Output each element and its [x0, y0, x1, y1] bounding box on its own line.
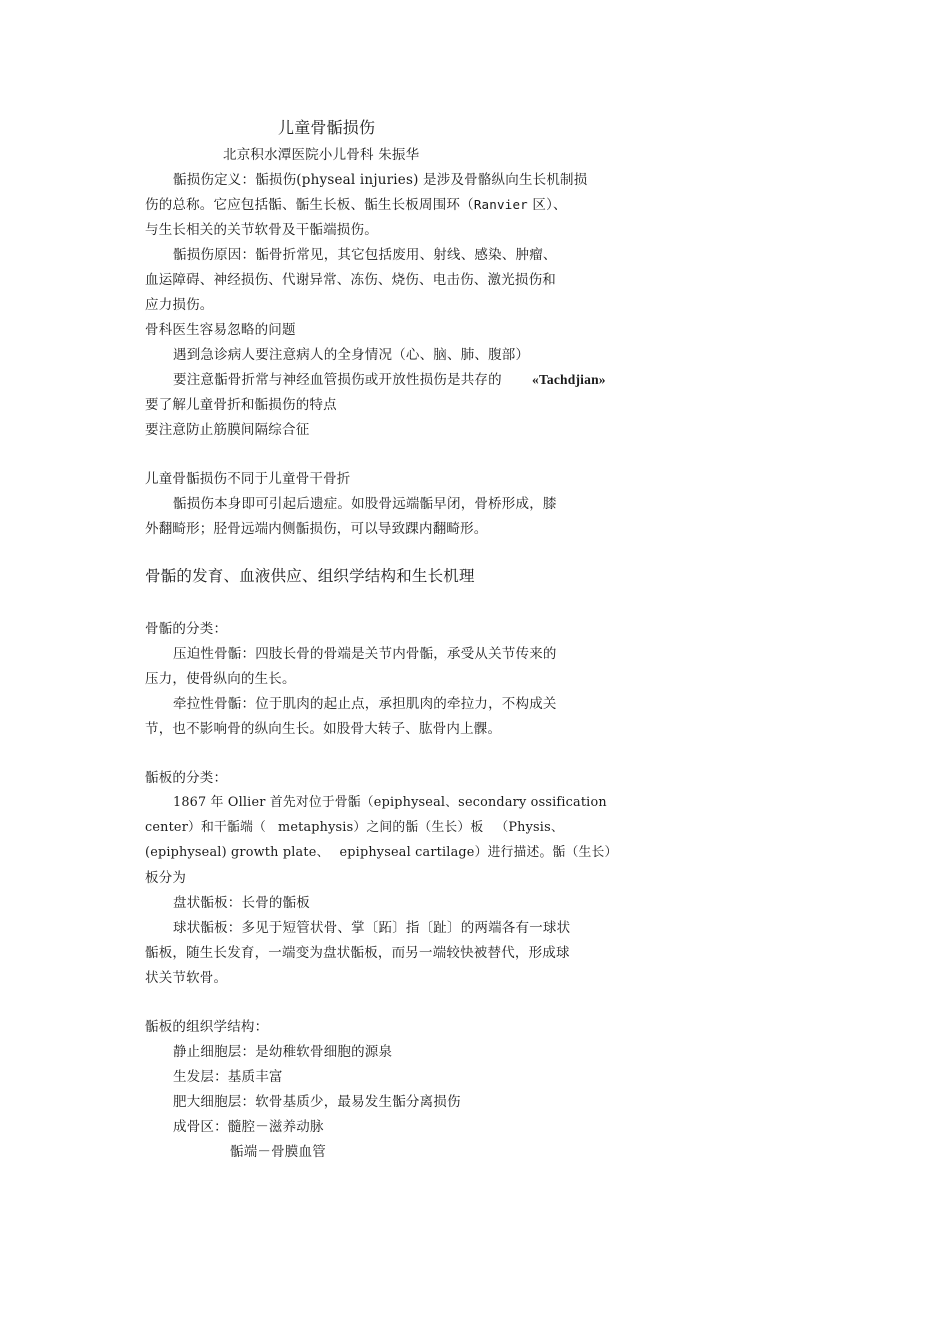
section-heading: 骨骺的发育、血液供应、组织学结构和生长机理 [145, 567, 475, 585]
plate-classification-heading: 骺板的分类： [145, 770, 228, 786]
difference-line-1: 骺损伤本身即可引起后遗症。如股骨远端骺早闭，骨桥形成，膝 [173, 496, 557, 512]
causes-line-3: 应力损伤。 [145, 297, 214, 313]
pressure-epiphysis-line-1: 压迫性骨骺：四肢长骨的骨端是关节内骨骺，承受从关节传来的 [173, 646, 557, 662]
spherical-plate-line-1: 球状骺板：多见于短管状骨、掌〔跖〕指〔趾〕的两端各有一球状 [173, 920, 571, 936]
traction-epiphysis-line-2: 节，也不影响骨的纵向生长。如股骨大转子、肱骨内上髁。 [145, 721, 502, 737]
histology-heading: 骺板的组织学结构： [145, 1019, 269, 1035]
ossification-zone-line-1: 成骨区：髓腔－滋养动脉 [173, 1119, 324, 1135]
ranvier-term: Ranvier [473, 197, 528, 212]
pressure-epiphysis-line-2: 压力，使骨纵向的生长。 [145, 671, 296, 687]
spherical-plate-line-3: 状关节软骨。 [145, 970, 228, 986]
ollier-line-2-part-c: （Physis、 [495, 820, 564, 835]
difference-line-2: 外翻畸形；胫骨远端内侧骺损伤，可以导致踝内翻畸形。 [145, 521, 488, 537]
definition-line-2 [145, 195, 567, 215]
ossification-zone-line-2: 骺端－骨膜血管 [230, 1144, 326, 1160]
causes-line-1: 骺损伤原因：骺骨折常见，其它包括废用、射线、感染、肿瘤、 [173, 247, 557, 263]
document-title: 儿童骨骺损伤 [278, 118, 376, 137]
ollier-line-3-part-b: epiphyseal cartilage）进行描述。骺（生长） [339, 845, 618, 860]
germinal-zone: 生发层：基质丰富 [173, 1069, 283, 1085]
epiphysis-classification-heading: 骨骺的分类： [145, 621, 228, 637]
overlooked-item-1: 遇到急诊病人要注意病人的全身情况（心、脑、肺、腹部） [173, 347, 530, 363]
overlooked-item-2: 要注意骺骨折常与神经血管损伤或开放性损伤是共存的 [173, 372, 502, 388]
ollier-line-1: 1867 年 Ollier 首先对位于骨骺（epiphyseal、secondary ossification [173, 795, 607, 810]
resting-zone: 静止细胞层：是幼稚软骨细胞的源泉 [173, 1044, 393, 1060]
ollier-line-2 [145, 818, 564, 838]
overlooked-item-3: 要了解儿童骨折和骺损伤的特点 [145, 397, 337, 413]
definition-line-3: 与生长相关的关节软骨及干骺端损伤。 [145, 222, 378, 238]
ollier-line-2-part-a: center）和干骺端（ [145, 820, 266, 835]
ollier-line-3-part-a: (epiphyseal) growth plate、 [145, 845, 330, 860]
ollier-line-3 [145, 843, 618, 863]
ollier-line-2-part-b: metaphysis）之间的骺（生长）板 [278, 820, 484, 835]
discoid-plate: 盘状骺板：长骨的骺板 [173, 895, 310, 911]
traction-epiphysis-line-1: 牵拉性骨骺：位于肌肉的起止点，承担肌肉的牵拉力，不构成关 [173, 696, 557, 712]
overlooked-heading: 骨科医生容易忽略的问题 [145, 322, 296, 338]
difference-heading: 儿童骨骺损伤不同于儿童骨干骨折 [145, 471, 351, 487]
definition-line-2-end: 区）、 [527, 197, 567, 213]
definition-line-2-text: 伤的总称。它应包括骺、骺生长板、骺生长板周围环（ [145, 197, 474, 213]
ollier-line-4: 板分为 [145, 870, 187, 886]
tachdjian-reference: «Tachdjian» [532, 372, 606, 387]
overlooked-item-4: 要注意防止筋膜间隔综合征 [145, 422, 310, 438]
hypertrophic-zone: 肥大细胞层：软骨基质少，最易发生骺分离损伤 [173, 1094, 461, 1110]
causes-line-2: 血运障碍、神经损伤、代谢异常、冻伤、烧伤、电击伤、激光损伤和 [145, 272, 556, 288]
author-line: 北京积水潭医院小儿骨科 朱振华 [223, 147, 420, 163]
spherical-plate-line-2: 骺板，随生长发育，一端变为盘状骺板，而另一端较快被替代，形成球 [145, 945, 570, 961]
definition-line-1: 骺损伤定义：骺损伤(physeal injuries) 是涉及骨骼纵向生长机制损 [173, 172, 588, 188]
